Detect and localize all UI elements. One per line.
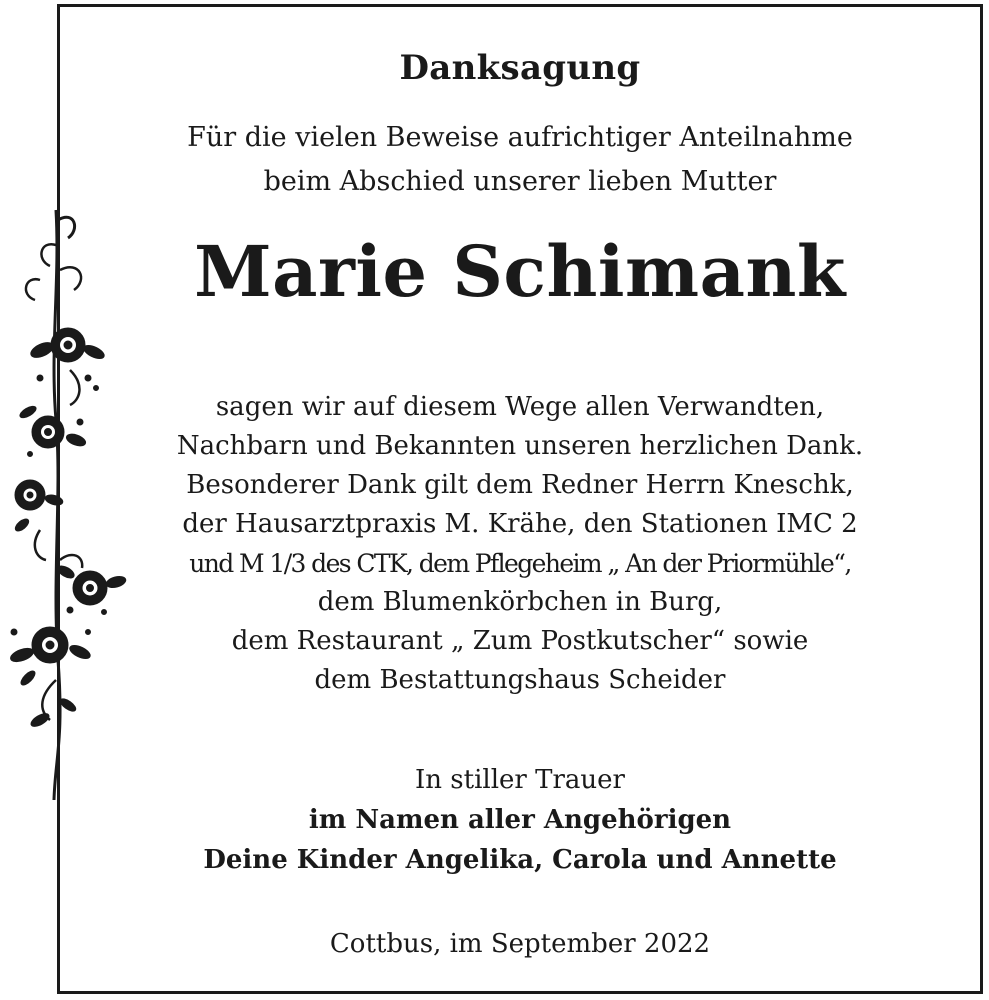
closing-line-bold: im Namen aller Angehörigen (308, 805, 732, 835)
place-date: Cottbus, im September 2022 (329, 929, 711, 959)
family-names: Deine Kinder Angelika, Carola und Annette (203, 845, 837, 875)
intro-line: beim Abschied unserer lieben Mutter (263, 166, 777, 197)
notice-heading: Danksagung (399, 48, 641, 88)
rose-vine-icon (0, 200, 130, 800)
closing-line: In stiller Trauer (415, 765, 625, 795)
intro-text (57, 116, 983, 204)
thanks-line: dem Restaurant „ Zum Postkutscher“ sowie (231, 626, 809, 656)
thanks-line: Besonderer Dank gilt dem Redner Herrn Kneschk, (186, 470, 854, 500)
thanks-text (57, 388, 983, 700)
deceased-name: Marie Schimank (194, 230, 846, 313)
thanks-line: dem Blumenkörbchen in Burg, (317, 587, 723, 617)
thanks-line: der Hausarztpraxis M. Krähe, den Stationen IMC 2 (182, 509, 858, 539)
intro-line: Für die vielen Beweise aufrichtiger Anteilnahme (187, 122, 853, 153)
thanks-line: dem Bestattungshaus Scheider (314, 665, 726, 695)
thanks-line: und M 1/3 des CTK, dem Pflegeheim „ An der Priormühle“, (189, 549, 851, 578)
thanks-line: sagen wir auf diesem Wege allen Verwandten, (215, 392, 825, 422)
thanks-line: Nachbarn und Bekannten unseren herzlichen Dank. (176, 431, 864, 461)
closing-block (57, 760, 983, 880)
